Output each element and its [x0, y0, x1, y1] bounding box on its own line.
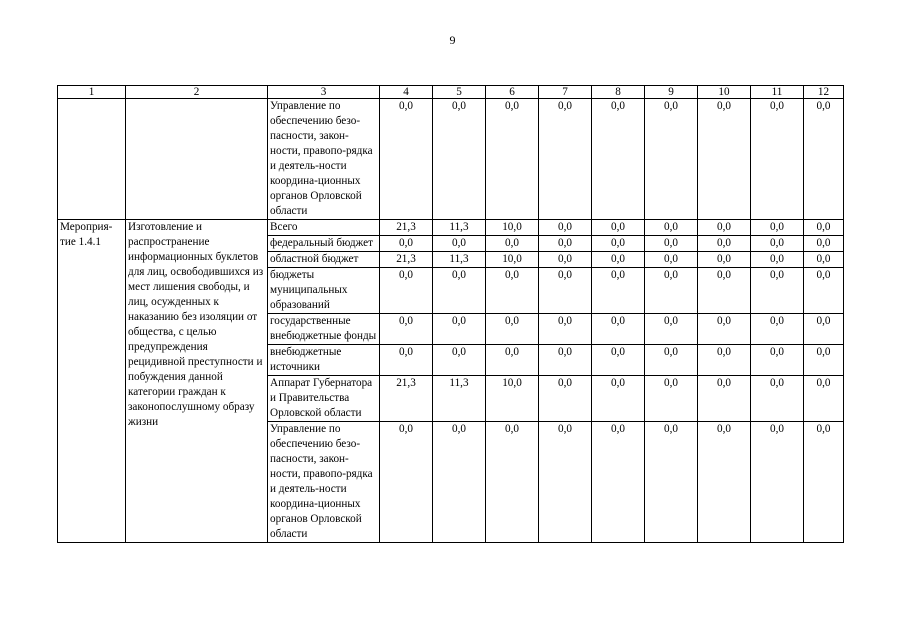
value-cell: 0,0 — [592, 314, 645, 345]
value-cell: 0,0 — [698, 99, 751, 220]
funding-source-cell: Аппарат Губернатора и Правительства Орловской области — [268, 376, 380, 422]
column-header: 1 — [58, 86, 126, 99]
column-header: 3 — [268, 86, 380, 99]
budget-table — [57, 85, 844, 543]
value-cell: 0,0 — [539, 220, 592, 236]
value-cell: 0,0 — [698, 376, 751, 422]
value-cell: 0,0 — [804, 252, 844, 268]
value-cell: 0,0 — [539, 236, 592, 252]
value-cell: 0,0 — [751, 252, 804, 268]
value-cell: 0,0 — [539, 376, 592, 422]
value-cell: 0,0 — [751, 268, 804, 314]
value-cell: 21,3 — [380, 376, 433, 422]
value-cell: 0,0 — [804, 314, 844, 345]
column-header: 12 — [804, 86, 844, 99]
value-cell: 0,0 — [645, 345, 698, 376]
column-header: 4 — [380, 86, 433, 99]
value-cell: 0,0 — [592, 376, 645, 422]
value-cell: 21,3 — [380, 220, 433, 236]
value-cell: 0,0 — [539, 268, 592, 314]
column-header: 6 — [486, 86, 539, 99]
column-header: 11 — [751, 86, 804, 99]
value-cell: 0,0 — [804, 236, 844, 252]
value-cell: 21,3 — [380, 252, 433, 268]
value-cell: 0,0 — [539, 252, 592, 268]
column-header: 7 — [539, 86, 592, 99]
value-cell: 10,0 — [486, 220, 539, 236]
value-cell: 0,0 — [645, 376, 698, 422]
value-cell: 0,0 — [539, 99, 592, 220]
event-description-cell — [126, 99, 268, 220]
value-cell: 0,0 — [751, 99, 804, 220]
value-cell: 0,0 — [486, 236, 539, 252]
value-cell: 0,0 — [433, 236, 486, 252]
value-cell: 0,0 — [751, 376, 804, 422]
page-number: 9 — [449, 33, 456, 47]
funding-source-cell: Управление по обеспечению безо-пасности, закон-ности, правопо-рядка и деятель-ности координа-ционных органов Орловской области — [268, 422, 380, 543]
value-cell: 11,3 — [433, 252, 486, 268]
value-cell: 0,0 — [539, 314, 592, 345]
funding-source-cell: внебюджетные источники — [268, 345, 380, 376]
event-description-cell: Изготовление и распространение информационных буклетов для лиц, освободившихся из мест лишения свободы, и лиц, осужденных к наказанию без изоляции от общества, с целью предупреждения рецидивной преступности и побуждения данной категории граждан к законопослушному образу жизни — [126, 220, 268, 543]
value-cell: 10,0 — [486, 376, 539, 422]
event-code-cell: Мероприя-тие 1.4.1 — [58, 220, 126, 543]
funding-source-cell: Управление по обеспечению безо-пасности, закон-ности, правопо-рядка и деятель-ности координа-ционных органов Орловской области — [268, 99, 380, 220]
column-header: 8 — [592, 86, 645, 99]
value-cell: 0,0 — [592, 422, 645, 543]
value-cell: 0,0 — [645, 236, 698, 252]
value-cell: 0,0 — [486, 99, 539, 220]
value-cell: 0,0 — [645, 99, 698, 220]
value-cell: 0,0 — [751, 314, 804, 345]
value-cell: 0,0 — [486, 268, 539, 314]
table-row — [58, 99, 844, 220]
column-header: 5 — [433, 86, 486, 99]
value-cell: 0,0 — [804, 220, 844, 236]
value-cell: 0,0 — [751, 236, 804, 252]
funding-source-cell: государственные внебюджетные фонды — [268, 314, 380, 345]
value-cell: 0,0 — [592, 236, 645, 252]
value-cell: 0,0 — [592, 268, 645, 314]
value-cell: 0,0 — [433, 268, 486, 314]
value-cell: 0,0 — [380, 422, 433, 543]
value-cell: 11,3 — [433, 220, 486, 236]
value-cell: 0,0 — [804, 422, 844, 543]
header-row — [58, 86, 844, 99]
value-cell: 0,0 — [433, 314, 486, 345]
funding-source-cell: бюджеты муниципальных образований — [268, 268, 380, 314]
value-cell: 0,0 — [751, 422, 804, 543]
funding-source-cell: областной бюджет — [268, 252, 380, 268]
value-cell: 0,0 — [592, 252, 645, 268]
value-cell: 0,0 — [804, 268, 844, 314]
value-cell: 0,0 — [698, 422, 751, 543]
value-cell: 0,0 — [380, 314, 433, 345]
value-cell: 0,0 — [804, 345, 844, 376]
value-cell: 0,0 — [698, 314, 751, 345]
value-cell: 0,0 — [751, 220, 804, 236]
value-cell: 0,0 — [433, 99, 486, 220]
value-cell: 0,0 — [804, 376, 844, 422]
value-cell: 0,0 — [486, 422, 539, 543]
value-cell: 0,0 — [433, 345, 486, 376]
value-cell: 11,3 — [433, 376, 486, 422]
value-cell: 0,0 — [592, 99, 645, 220]
value-cell: 0,0 — [645, 252, 698, 268]
value-cell: 0,0 — [698, 268, 751, 314]
value-cell: 0,0 — [592, 345, 645, 376]
value-cell: 0,0 — [380, 99, 433, 220]
value-cell: 0,0 — [486, 314, 539, 345]
value-cell: 0,0 — [380, 345, 433, 376]
value-cell: 0,0 — [539, 422, 592, 543]
funding-source-cell: федеральный бюджет — [268, 236, 380, 252]
value-cell: 0,0 — [698, 236, 751, 252]
value-cell: 0,0 — [698, 220, 751, 236]
column-header: 2 — [126, 86, 268, 99]
value-cell: 0,0 — [486, 345, 539, 376]
value-cell: 0,0 — [645, 422, 698, 543]
value-cell: 0,0 — [380, 236, 433, 252]
value-cell: 0,0 — [592, 220, 645, 236]
value-cell: 0,0 — [380, 268, 433, 314]
value-cell: 10,0 — [486, 252, 539, 268]
column-header: 10 — [698, 86, 751, 99]
column-header: 9 — [645, 86, 698, 99]
value-cell: 0,0 — [433, 422, 486, 543]
value-cell: 0,0 — [804, 99, 844, 220]
value-cell: 0,0 — [698, 252, 751, 268]
funding-source-cell: Всего — [268, 220, 380, 236]
table-row — [58, 220, 844, 236]
value-cell: 0,0 — [645, 268, 698, 314]
value-cell: 0,0 — [698, 345, 751, 376]
event-code-cell — [58, 99, 126, 220]
value-cell: 0,0 — [751, 345, 804, 376]
value-cell: 0,0 — [645, 314, 698, 345]
value-cell: 0,0 — [645, 220, 698, 236]
value-cell: 0,0 — [539, 345, 592, 376]
